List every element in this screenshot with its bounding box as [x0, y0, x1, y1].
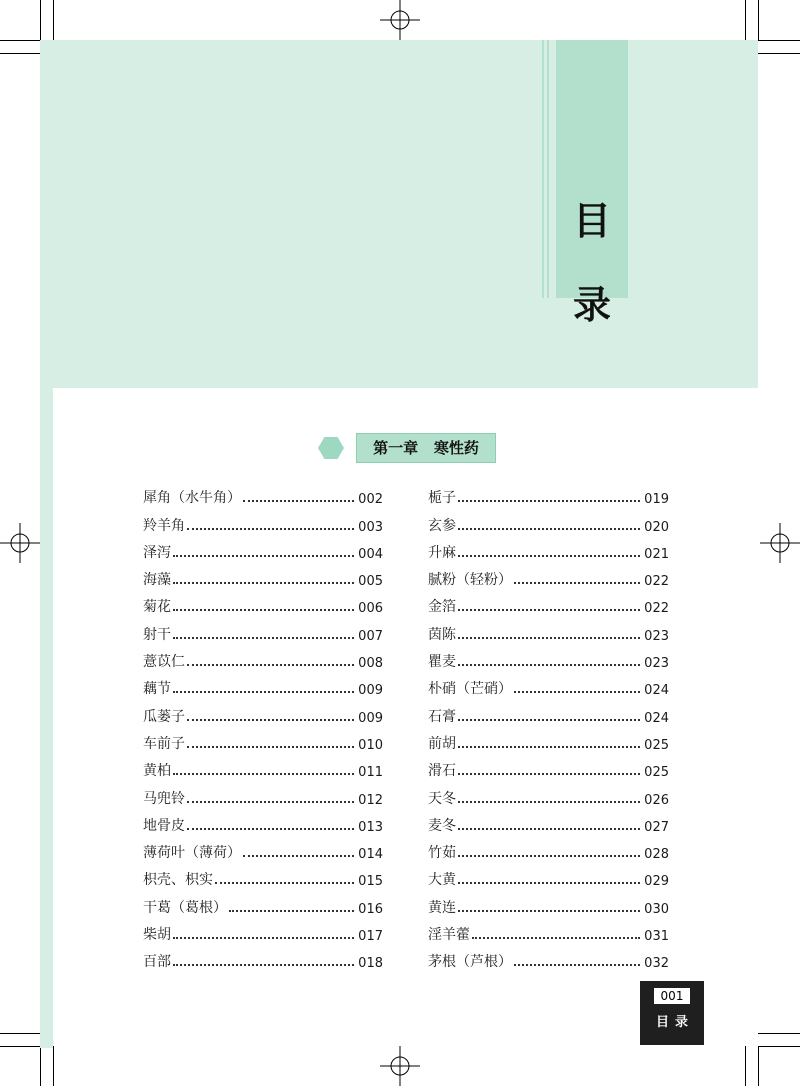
toc-left-column	[143, 480, 383, 971]
toc-entry-label: 马兜铃	[143, 790, 185, 807]
title-rule	[547, 40, 549, 298]
toc-leader-dots	[187, 801, 354, 803]
toc-entry-page: 025	[644, 737, 669, 753]
toc-entry[interactable]	[428, 644, 669, 671]
toc-entry-label: 海藻	[143, 572, 171, 589]
toc-entry[interactable]	[143, 862, 383, 889]
toc-entry[interactable]	[428, 535, 669, 562]
toc-entry[interactable]	[143, 671, 383, 698]
toc-entry-label: 薄荷叶（薄荷）	[143, 845, 241, 862]
toc-entry[interactable]	[143, 726, 383, 753]
crop-mark	[758, 0, 759, 40]
toc-entry-label: 麦冬	[428, 817, 456, 834]
toc-entry[interactable]	[428, 616, 669, 643]
toc-entry-label: 枳壳、枳实	[143, 872, 213, 889]
toc-entry-label: 干葛（葛根）	[143, 899, 227, 916]
toc-entry-label: 茵陈	[428, 626, 456, 643]
page-title-char-2: 录	[572, 283, 611, 327]
toc-entry-page: 032	[644, 956, 669, 972]
toc-leader-dots	[173, 609, 354, 611]
toc-entry[interactable]	[143, 480, 383, 507]
toc-entry-page: 023	[644, 628, 669, 644]
crop-mark	[758, 40, 800, 41]
toc-entry-page: 023	[644, 656, 669, 672]
toc-leader-dots	[187, 528, 354, 530]
toc-entry[interactable]	[143, 535, 383, 562]
toc-entry-label: 腻粉（轻粉）	[428, 572, 512, 589]
registration-mark-icon	[380, 1046, 420, 1086]
toc-entry-label: 瞿麦	[428, 654, 456, 671]
toc-leader-dots	[458, 528, 640, 530]
toc-entry-page: 009	[358, 710, 383, 726]
toc-leader-dots	[458, 882, 640, 884]
toc-entry-page: 024	[644, 710, 669, 726]
toc-entry-page: 022	[644, 574, 669, 590]
toc-leader-dots	[458, 801, 640, 803]
toc-entry[interactable]	[143, 835, 383, 862]
crop-mark	[758, 1046, 759, 1086]
crop-mark	[758, 1046, 800, 1047]
toc-entry-label: 升麻	[428, 544, 456, 561]
toc-leader-dots	[458, 719, 640, 721]
toc-entry[interactable]	[428, 917, 669, 944]
title-rule	[542, 40, 544, 298]
toc-leader-dots	[514, 691, 640, 693]
toc-leader-dots	[458, 637, 640, 639]
toc-entry[interactable]	[143, 944, 383, 971]
toc-entry-label: 天冬	[428, 790, 456, 807]
toc-leader-dots	[243, 855, 354, 857]
toc-entry-label: 石膏	[428, 708, 456, 725]
toc-entry-label: 大黄	[428, 872, 456, 889]
toc-entry-page: 031	[644, 929, 669, 945]
page-section-label: 目录	[655, 1015, 694, 1030]
toc-leader-dots	[173, 691, 354, 693]
crop-mark	[53, 0, 54, 40]
chapter-title: 第一章 寒性药	[356, 433, 496, 463]
toc-leader-dots	[243, 500, 354, 502]
toc-entry-label: 地骨皮	[143, 817, 185, 834]
crop-mark	[40, 0, 41, 40]
header-band	[40, 40, 758, 388]
toc-entry[interactable]	[428, 780, 669, 807]
toc-entry-page: 006	[358, 601, 383, 617]
toc-leader-dots	[173, 773, 354, 775]
toc-entry[interactable]	[143, 507, 383, 534]
toc-entry[interactable]	[143, 753, 383, 780]
toc-entry[interactable]	[143, 562, 383, 589]
toc-entry-label: 黄连	[428, 899, 456, 916]
toc-leader-dots	[514, 964, 640, 966]
page-number: 001	[654, 988, 690, 1004]
toc-leader-dots	[215, 882, 354, 884]
toc-leader-dots	[514, 582, 640, 584]
page-number-tab	[640, 981, 704, 1045]
toc-entry-page: 014	[358, 847, 383, 863]
toc-entry-page: 009	[358, 683, 383, 699]
toc-entry[interactable]	[143, 589, 383, 616]
toc-entry-label: 车前子	[143, 735, 185, 752]
toc-entry-page: 012	[358, 792, 383, 808]
crop-mark	[758, 1033, 800, 1034]
toc-entry-page: 002	[358, 492, 383, 508]
toc-leader-dots	[458, 664, 640, 666]
toc-entry-label: 泽泻	[143, 544, 171, 561]
toc-entry-label: 金箔	[428, 599, 456, 616]
toc-entry-page: 026	[644, 792, 669, 808]
toc-entry[interactable]	[143, 917, 383, 944]
registration-mark-icon	[0, 523, 40, 563]
toc-entry-page: 015	[358, 874, 383, 890]
toc-entry-label: 羚羊角	[143, 517, 185, 534]
toc-entry-page: 021	[644, 546, 669, 562]
toc-entry-page: 020	[644, 519, 669, 535]
toc-entry-label: 竹茹	[428, 845, 456, 862]
toc-leader-dots	[173, 582, 354, 584]
toc-entry-page: 008	[358, 656, 383, 672]
toc-entry[interactable]	[143, 889, 383, 916]
toc-entry-page: 029	[644, 874, 669, 890]
toc-entry-page: 024	[644, 683, 669, 699]
toc-entry[interactable]	[428, 862, 669, 889]
toc-entry-page: 018	[358, 956, 383, 972]
toc-entry-label: 藕节	[143, 681, 171, 698]
toc-entry[interactable]	[428, 808, 669, 835]
toc-entry-page: 004	[358, 546, 383, 562]
crop-mark	[745, 0, 746, 40]
toc-entry[interactable]	[143, 698, 383, 725]
crop-mark	[0, 53, 40, 54]
toc-entry-page: 013	[358, 819, 383, 835]
toc-entry-label: 百部	[143, 954, 171, 971]
toc-entry[interactable]	[428, 835, 669, 862]
toc-leader-dots	[173, 555, 354, 557]
toc-entry[interactable]	[143, 808, 383, 835]
toc-entry[interactable]	[143, 644, 383, 671]
toc-leader-dots	[187, 828, 354, 830]
toc-leader-dots	[458, 500, 640, 502]
toc-entry[interactable]	[143, 780, 383, 807]
toc-entry-label: 栀子	[428, 490, 456, 507]
toc-leader-dots	[472, 937, 640, 939]
toc-entry[interactable]	[428, 507, 669, 534]
toc-entry[interactable]	[428, 480, 669, 507]
toc-entry-label: 前胡	[428, 735, 456, 752]
toc-entry-label: 淫羊藿	[428, 927, 470, 944]
toc-entry-page: 027	[644, 819, 669, 835]
toc-entry-page: 030	[644, 901, 669, 917]
toc-entry[interactable]	[428, 753, 669, 780]
toc-leader-dots	[229, 910, 354, 912]
toc-entry-label: 菊花	[143, 599, 171, 616]
toc-entry-label: 茅根（芦根）	[428, 954, 512, 971]
toc-entry[interactable]	[428, 889, 669, 916]
toc-right-column	[428, 480, 669, 971]
crop-mark	[40, 1046, 41, 1086]
toc-entry-page: 003	[358, 519, 383, 535]
toc-entry-page: 025	[644, 765, 669, 781]
toc-entry-page: 007	[358, 628, 383, 644]
toc-entry-page: 011	[358, 765, 383, 781]
registration-mark-icon	[380, 0, 420, 40]
toc-entry-label: 犀角（水牛角）	[143, 490, 241, 507]
toc-entry[interactable]	[428, 671, 669, 698]
registration-mark-icon	[760, 523, 800, 563]
crop-mark	[758, 53, 800, 54]
toc-entry[interactable]	[428, 698, 669, 725]
toc-entry-label: 滑石	[428, 763, 456, 780]
hexagon-icon	[318, 437, 344, 459]
crop-mark	[0, 40, 40, 41]
toc-entry-page: 010	[358, 737, 383, 753]
toc-leader-dots	[458, 773, 640, 775]
toc-entry-label: 射干	[143, 626, 171, 643]
crop-mark	[0, 1033, 40, 1034]
crop-mark	[745, 1046, 746, 1086]
toc-entry-page: 016	[358, 901, 383, 917]
toc-leader-dots	[173, 637, 354, 639]
left-margin-strip	[40, 388, 53, 1048]
toc-entry-page: 017	[358, 929, 383, 945]
toc-entry-page: 005	[358, 574, 383, 590]
toc-entry-label: 柴胡	[143, 927, 171, 944]
toc-entry-label: 朴硝（芒硝）	[428, 681, 512, 698]
toc-leader-dots	[187, 719, 354, 721]
toc-leader-dots	[187, 664, 354, 666]
toc-leader-dots	[458, 609, 640, 611]
toc-entry-label: 薏苡仁	[143, 654, 185, 671]
toc-entry[interactable]	[428, 726, 669, 753]
toc-leader-dots	[187, 746, 354, 748]
toc-entry-label: 黄柏	[143, 763, 171, 780]
toc-entry[interactable]	[428, 562, 669, 589]
toc-entry-label: 瓜蒌子	[143, 708, 185, 725]
toc-entry-page: 019	[644, 492, 669, 508]
toc-leader-dots	[458, 746, 640, 748]
toc-entry[interactable]	[428, 944, 669, 971]
toc-entry-page: 022	[644, 601, 669, 617]
toc-leader-dots	[458, 855, 640, 857]
crop-mark	[53, 1046, 54, 1086]
toc-entry[interactable]	[143, 616, 383, 643]
toc-leader-dots	[458, 828, 640, 830]
toc-entry-label: 玄参	[428, 517, 456, 534]
toc-leader-dots	[458, 910, 640, 912]
title-block	[556, 40, 628, 327]
toc-entry-page: 028	[644, 847, 669, 863]
toc-leader-dots	[173, 937, 354, 939]
crop-mark	[0, 1046, 40, 1047]
toc-entry[interactable]	[428, 589, 669, 616]
toc-leader-dots	[458, 555, 640, 557]
page-title-char-1: 目	[572, 199, 611, 243]
toc-leader-dots	[173, 964, 354, 966]
